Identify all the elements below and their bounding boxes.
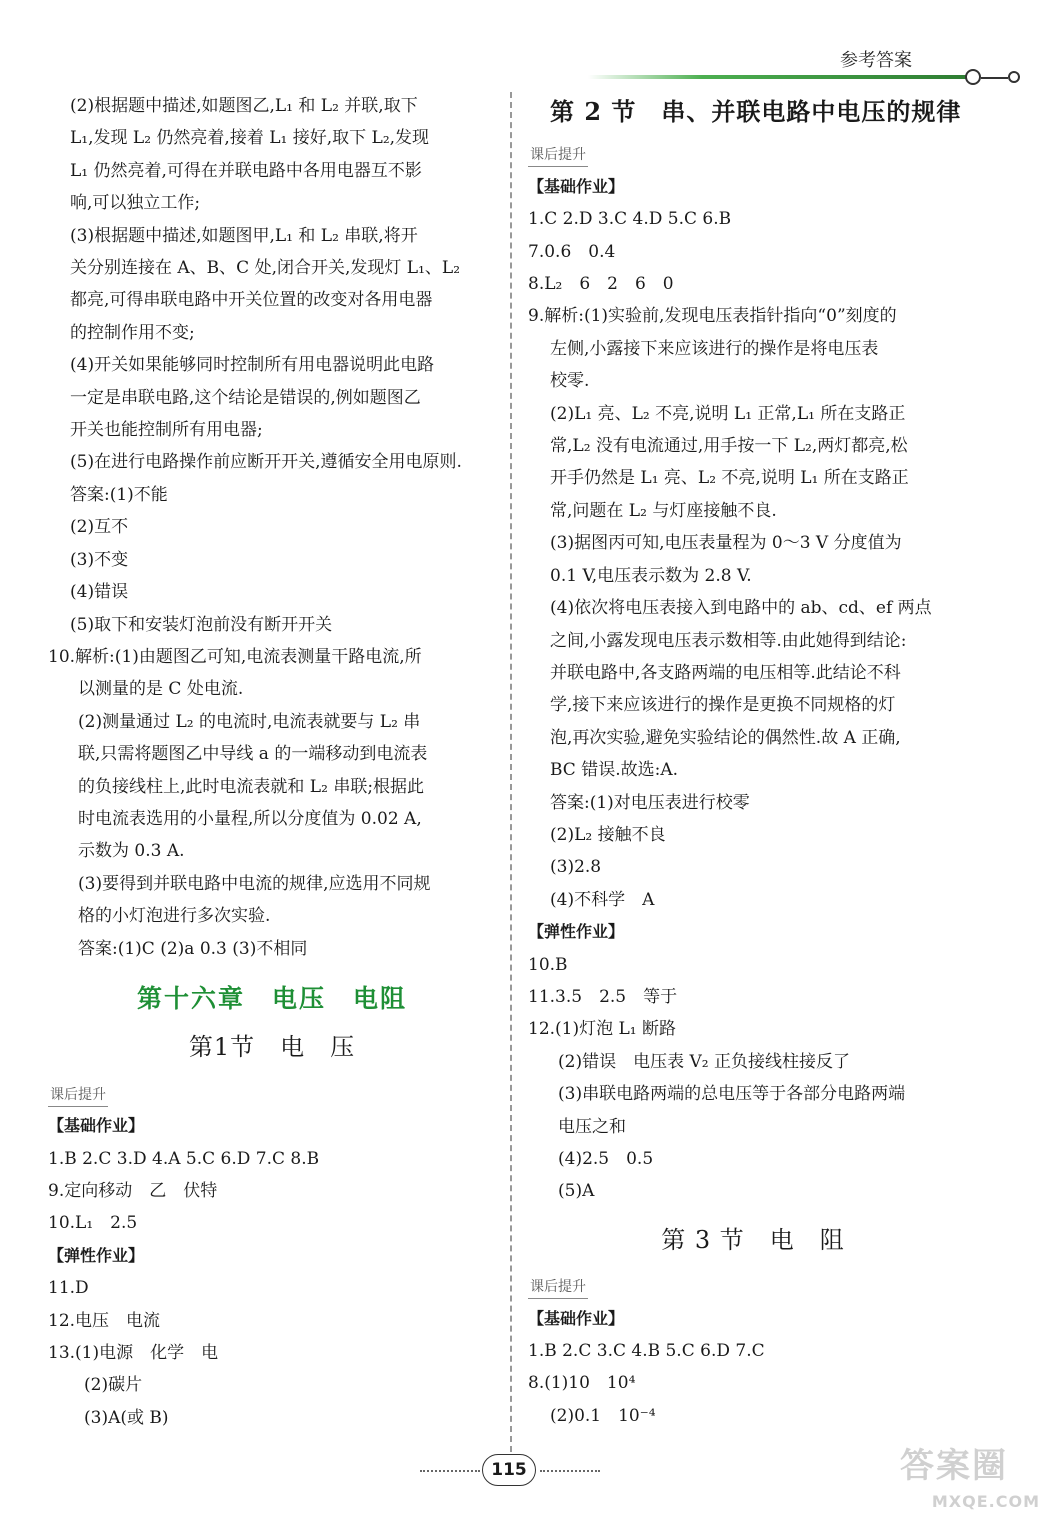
text-line: (5)A: [558, 1181, 595, 1202]
kehou-label-2: 课后提升: [528, 144, 588, 167]
section-1-answers: [48, 1110, 496, 1434]
page-number: 115: [482, 1454, 536, 1486]
text-line: (2)碳片: [84, 1375, 143, 1396]
kehou-label: 课后提升: [48, 1084, 108, 1107]
text-line: 12.电压 电流: [48, 1310, 161, 1331]
text-line: 答案:(1)C (2)a 0.3 (3)不相同: [78, 938, 308, 959]
right-column: [528, 90, 978, 1432]
text-line: 常,问题在 L₂ 与灯座接触不良.: [550, 500, 777, 521]
text-line: 7.0.6 0.4: [528, 241, 616, 262]
text-line: 1.C 2.D 3.C 4.D 5.C 6.B: [528, 209, 732, 230]
kehou-label-3: 课后提升: [528, 1276, 588, 1299]
text-line: 8.L₂ 6 2 6 0: [528, 274, 674, 295]
text-line: 答案:(1)不能: [70, 484, 168, 505]
text-line: (3)据图丙可知,电压表量程为 0～3 V 分度值为: [550, 533, 902, 554]
text-line: (4)2.5 0.5: [558, 1149, 654, 1169]
text-line: (3)根据题中描述,如题图甲,L₁ 和 L₂ 串联,将开: [70, 225, 418, 246]
text-line: BC 错误.故选:A.: [550, 760, 679, 781]
left-text-block: [48, 90, 496, 965]
header-rule: [588, 75, 968, 79]
text-line: 的负接线柱上,此时电流表就和 L₂ 串联;根据此: [78, 776, 425, 797]
text-line: (4)开关如果能够同时控制所有用电器说明此电路: [70, 355, 435, 376]
text-line: (5)在进行电路操作前应断开开关,遵循安全用电原则.: [70, 452, 462, 473]
text-line: 开关也能控制所有用电器;: [70, 420, 263, 441]
header-circle-icon: [965, 69, 981, 85]
text-line: L₁,发现 L₂ 仍然亮着,接着 L₁ 接好,取下 L₂,发现: [70, 128, 430, 149]
text-line: 12.(1)灯泡 L₁ 断路: [528, 1019, 677, 1040]
text-line: 0.1 V,电压表示数为 2.8 V.: [550, 565, 752, 586]
text-line: (2)0.1 10⁻⁴: [550, 1405, 656, 1426]
text-line: (2)错误 电压表 V₂ 正负接线柱接反了: [558, 1051, 850, 1072]
text-line: 联,只需将题图乙中导线 a 的一端移动到电流表: [78, 744, 428, 765]
text-line: 【弹性作业】: [48, 1245, 145, 1265]
watermark-small: MXQE.COM: [931, 1492, 1040, 1511]
text-line: 开手仍然是 L₁ 亮、L₂ 不亮,说明 L₁ 所在支路正: [550, 468, 909, 489]
text-line: 格的小灯泡进行多次实验.: [78, 906, 271, 927]
chapter-title: 第十六章 电压 电阻: [136, 983, 407, 1013]
text-line: (4)依次将电压表接入到电路中的 ab、cd、ef 两点: [550, 598, 932, 619]
section-3-title: 第 3 节 电 阻: [661, 1225, 845, 1254]
text-line: 示数为 0.3 A.: [78, 841, 185, 862]
text-line: 泡,再次实验,避免实验结论的偶然性.故 A 正确,: [550, 727, 901, 748]
text-line: 常,L₂ 没有电流通过,用手按一下 L₂,两灯都亮,松: [550, 436, 908, 457]
text-line: (4)错误: [70, 582, 129, 603]
footer-dots-right: [540, 1470, 600, 1472]
text-line: 电压之和: [558, 1116, 626, 1137]
text-line: L₁ 仍然亮着,可得在并联电路中各用电器互不影: [70, 160, 422, 181]
text-line: 并联电路中,各支路两端的电压相等.此结论不科: [550, 662, 901, 683]
watermark-big: 答案圈: [900, 1446, 1008, 1486]
left-column: [48, 90, 496, 1434]
text-line: (2)根据题中描述,如题图乙,L₁ 和 L₂ 并联,取下: [70, 96, 418, 116]
text-line: (5)取下和安装灯泡前没有断开开关: [70, 614, 333, 635]
footer-dots-left: [420, 1470, 480, 1472]
text-line: 8.(1)10 10⁴: [528, 1373, 636, 1394]
header-connector: [981, 77, 1008, 79]
text-line: 13.(1)电源 化学 电: [48, 1343, 219, 1364]
text-line: 学,接下来应该进行的操作是更换不同规格的灯: [550, 695, 896, 716]
text-line: (2)L₂ 接触不良: [550, 824, 666, 845]
text-line: 校零.: [550, 371, 590, 392]
section-2-title: 第 2 节 串、并联电路中电压的规律: [550, 97, 962, 126]
text-line: 以测量的是 C 处电流.: [78, 679, 244, 700]
text-line: (3)要得到并联电路中电流的规律,应选用不同规: [78, 873, 431, 894]
text-line: 11.D: [48, 1278, 89, 1299]
text-line: 【基础作业】: [48, 1116, 145, 1136]
text-line: (3)串联电路两端的总电压等于各部分电路两端: [558, 1084, 906, 1105]
text-line: (2)互不: [70, 517, 129, 538]
header-small-circle-icon: [1008, 71, 1020, 83]
text-line: 之间,小露发现电压表示数相等.由此她得到结论:: [550, 630, 907, 651]
text-line: 11.3.5 2.5 等于: [528, 986, 678, 1007]
text-line: 1.B 2.C 3.C 4.B 5.C 6.D 7.C: [528, 1341, 765, 1362]
text-line: (3)A(或 B): [84, 1407, 169, 1428]
text-line: 9.解析:(1)实验前,发现电压表指针指向“0”刻度的: [528, 306, 897, 327]
watermark-logo: [900, 1440, 1050, 1530]
section-2-answers: [528, 171, 978, 1208]
text-line: 【弹性作业】: [528, 922, 625, 942]
text-line: 一定是串联电路,这个结论是错误的,例如题图乙: [70, 387, 421, 408]
text-line: 关分别连接在 A、B、C 处,闭合开关,发现灯 L₁、L₂: [70, 258, 461, 279]
text-line: 时电流表选用的小量程,所以分度值为 0.02 A,: [78, 808, 422, 829]
text-line: (3)2.8: [550, 857, 602, 878]
header-label: 参考答案: [840, 50, 912, 71]
text-line: (2)测量通过 L₂ 的电流时,电流表就要与 L₂ 串: [78, 711, 421, 732]
text-line: 10.B: [528, 954, 568, 975]
text-line: (4)不科学 A: [550, 889, 655, 910]
column-divider: [510, 92, 512, 1452]
text-line: 1.B 2.C 3.D 4.A 5.C 6.D 7.C 8.B: [48, 1148, 320, 1169]
text-line: 的控制作用不变;: [70, 322, 195, 343]
text-line: 左侧,小露接下来应该进行的操作是将电压表: [550, 338, 879, 359]
text-line: 10.解析:(1)由题图乙可知,电流表测量干路电流,所: [48, 646, 422, 667]
text-line: (3)不变: [70, 549, 129, 570]
text-line: 9.定向移动 乙 伏特: [48, 1181, 218, 1201]
text-line: 都亮,可得串联电路中开关位置的改变对各用电器: [70, 290, 433, 311]
text-line: (2)L₁ 亮、L₂ 不亮,说明 L₁ 正常,L₁ 所在支路正: [550, 403, 906, 424]
text-line: 【基础作业】: [528, 176, 625, 196]
text-line: 【基础作业】: [528, 1308, 625, 1328]
page-footer: [420, 1452, 620, 1492]
section-3-answers: [528, 1303, 978, 1433]
text-line: 答案:(1)对电压表进行校零: [550, 792, 750, 813]
text-line: 10.L₁ 2.5: [48, 1213, 138, 1234]
text-line: 响,可以独立工作;: [70, 193, 201, 214]
section-1-title: 第1节 电 压: [188, 1033, 356, 1062]
